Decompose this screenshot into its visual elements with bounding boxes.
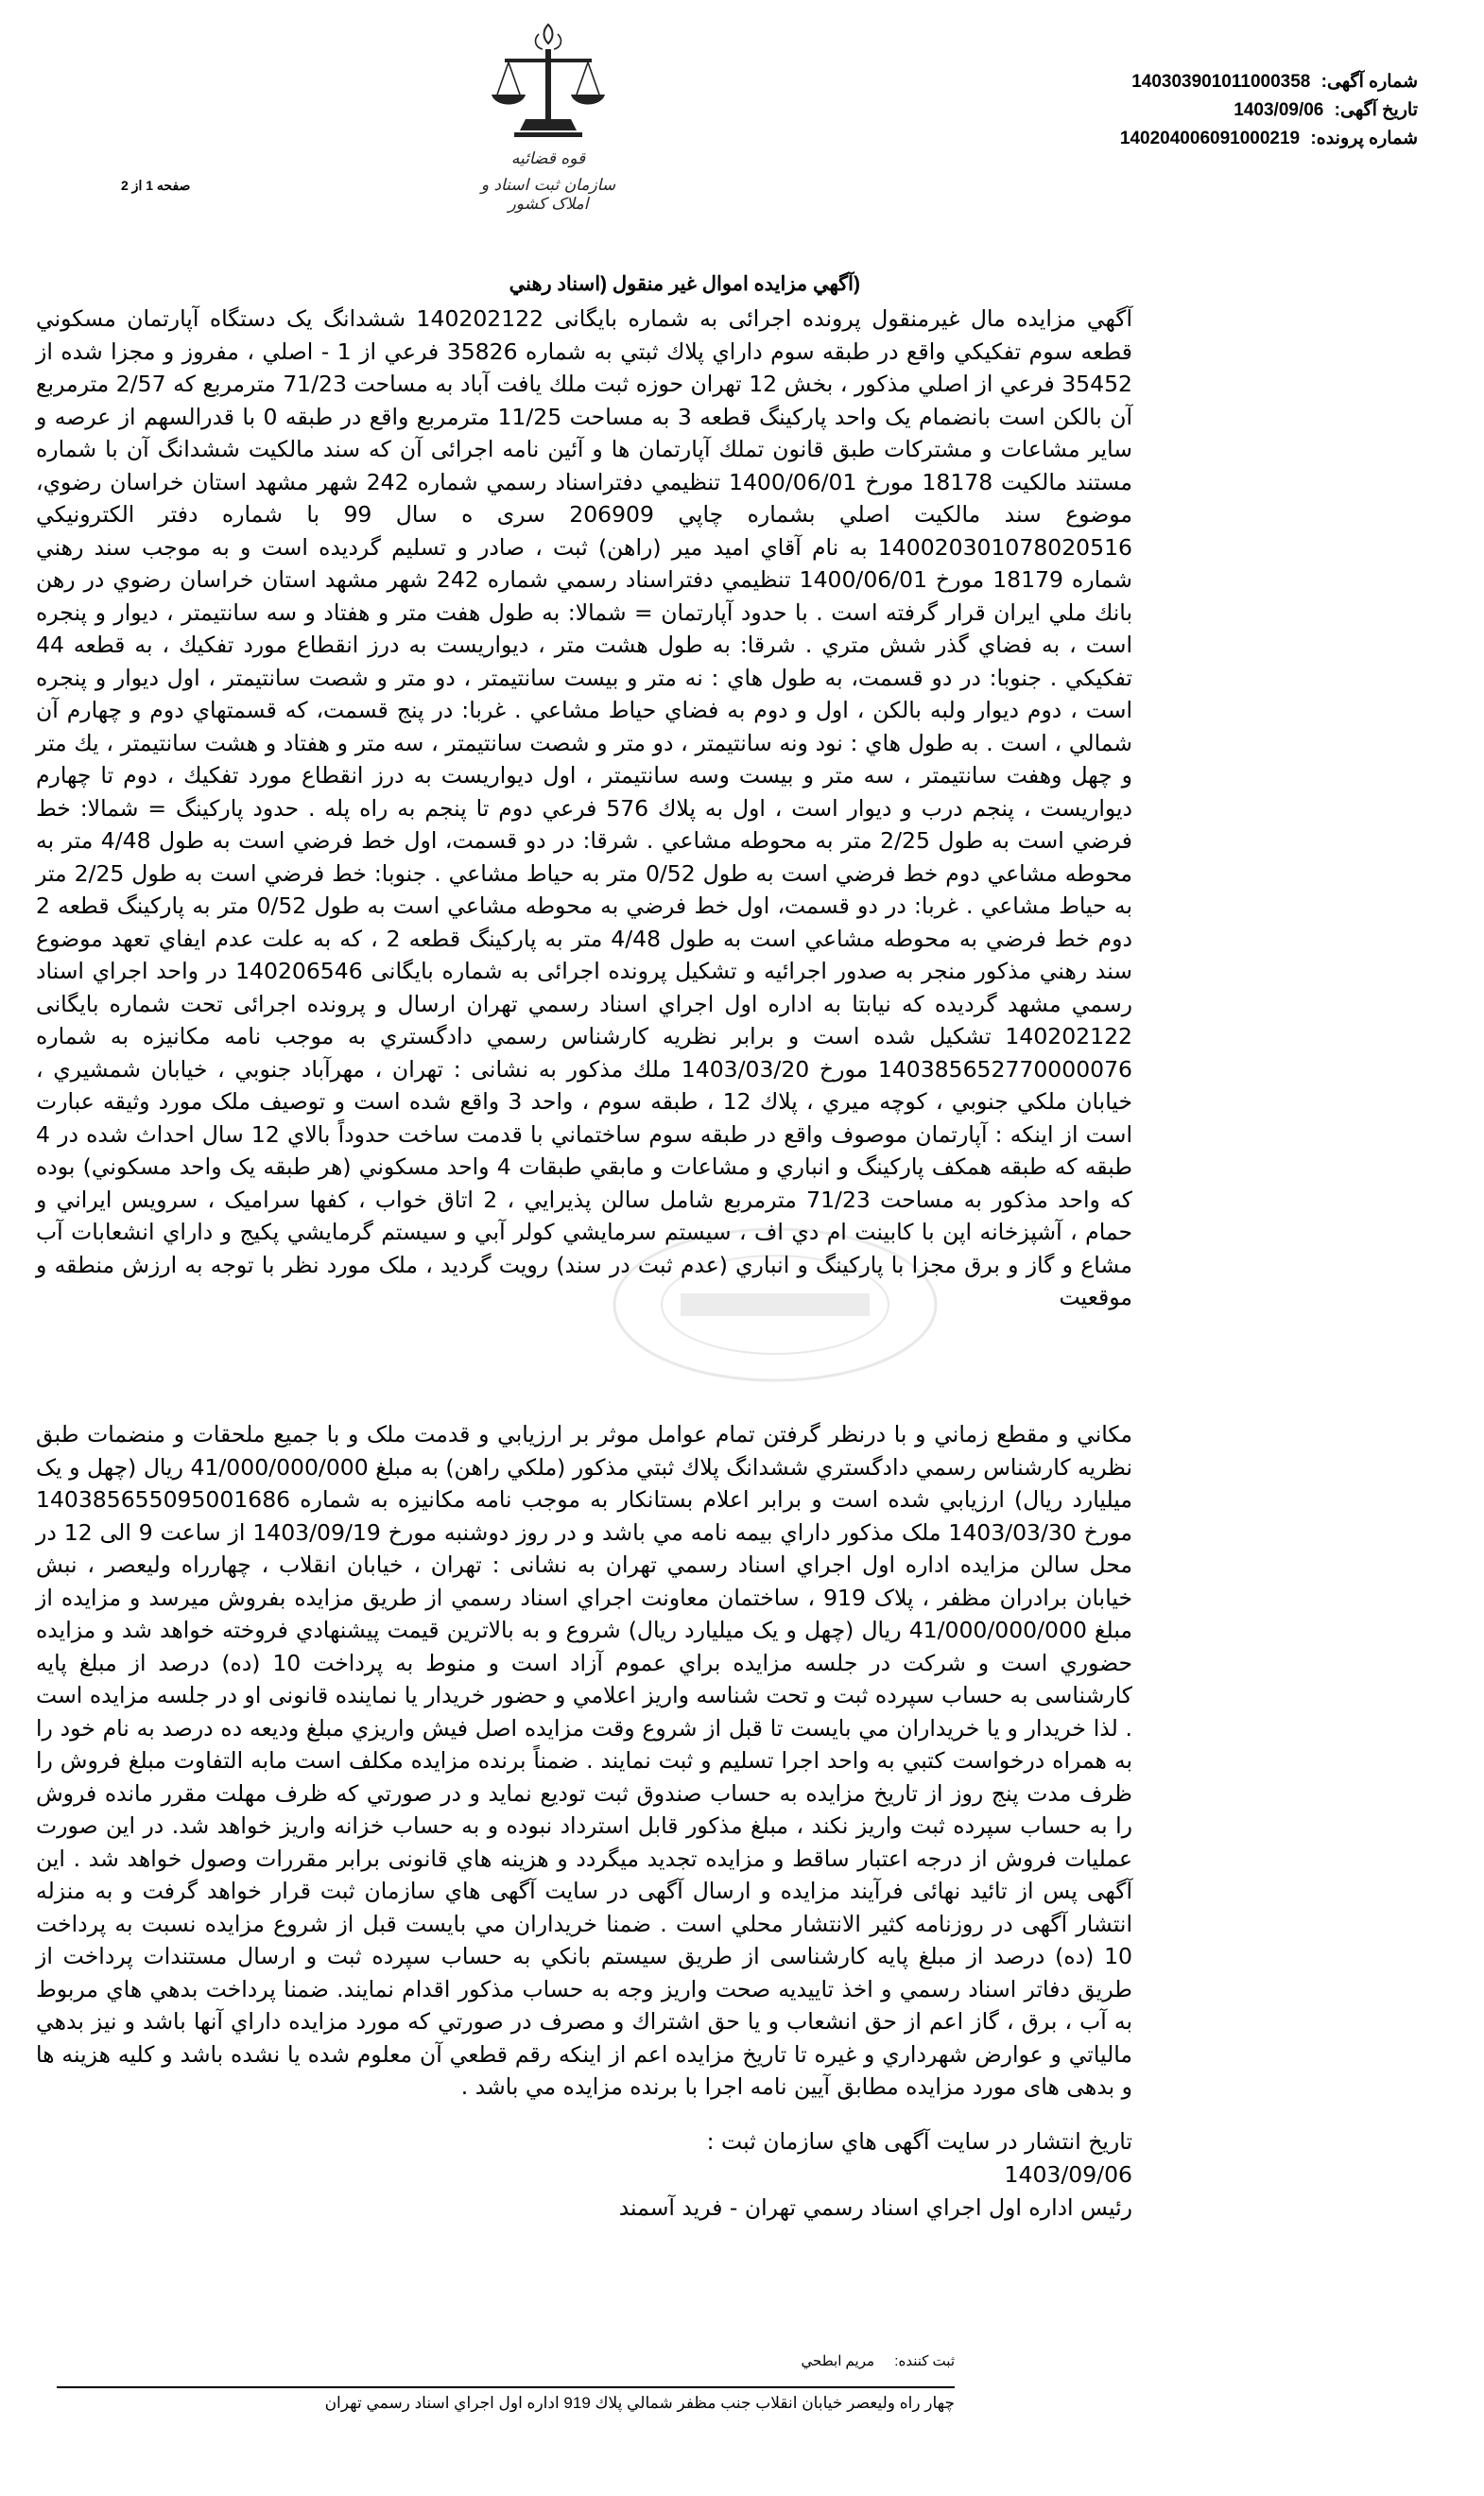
registrar-label: ثبت کننده: (894, 2353, 955, 2369)
footer-address: چهار راه وليعصر خيابان انقلاب جنب مظفر شمالي پلاك 919 اداره اول اجراي اسناد رسمي تهران (324, 2394, 955, 2412)
page-counter: صفحه 1 از 2 (121, 178, 191, 193)
file-number-label: شماره پرونده: (1310, 129, 1418, 148)
file-number-value: 140204006091000219 (1119, 129, 1301, 148)
document-title: (آگهي مزايده اموال غير منقول (اسناد رهني (509, 273, 860, 295)
logo-line-judiciary: قوه قضائیه (510, 149, 586, 168)
ad-number-row (851, 68, 1418, 96)
signature-line: رئيس اداره اول اجراي اسناد رسمي تهران - فريد آسمند (618, 2194, 1132, 2221)
ad-date-row (851, 96, 1418, 125)
registrar-name: مريم ابطحي (801, 2353, 874, 2369)
logo-line-organization: سازمان ثبت اسناد و املاک کشور (480, 176, 616, 214)
ad-date-value: 1403/09/06 (1234, 100, 1324, 120)
ad-date-label: تاريخ آگهی: (1334, 100, 1418, 120)
body-paragraph-auction-terms: مكاني و مقطع زماني و با درنظر گرفتن تمام عوامل موثر بر ارزيابي و قدمت ملک و با جميع ملحقات و منضمات طبق نظريه كارشناس رسمي دادگستري ششدانگ پلاك ثبتي مذكور (ملكي راهن) به مبلغ 41/000/000/000 ريال (چهل و يک ميليارد ريال) ارزيابي شده است و برابر اعلام بستانكار به موجب نامه مكانيزه به شماره 140385655095001686 مورخ 1403/03/30 ملک مذكور داراي بيمه نامه مي باشد و در روز دوشنبه مورخ 1403/09/19 از ساعت 9 الی 12 در محل سالن مزايده اداره اول اجراي اسناد رسمي تهران به نشانی : تهران ، خيابان انقلاب ، چهارراه وليعصر ، نبش خيابان برادران مظفر ، پلاک 919 ، ساختمان معاونت اجراي اسناد رسمي از طريق مزايده بفروش ميرسد و مزايده از مبلغ 41/000/000/000 ريال (چهل و يک ميليارد ريال) شروع و به بالاترين قيمت پيشنهادي فروخته خواهد شد و مزايده حضوري است و شركت در جلسه مزايده براي عموم آزاد است و منوط به پرداخت 10 (ده) درصد از مبلغ پايه كارشناسی به حساب سپرده ثبت و تحت شناسه واريز اعلامي و حضور خريدار يا نماينده قانونی او در جلسه مزايده است . لذا خريدار و يا خريداران مي بايست تا قبل از شروع وقت مزايده اصل فيش واريزي مبلغ وديعه ده درصد به نام خود را به همراه درخواست كتبي به واحد اجرا تسليم و ثبت نمايند . ضمناً برنده مزايده مكلف است مابه التفاوت مبلغ فروش را ظرف مدت پنج روز از تاريخ مزايده به حساب صندوق ثبت توديع نمايد و در صورتي كه ظرف مهلت مقرر مانده فروش را به حساب سپرده ثبت واريز نكند ، مبلغ مذكور قابل استرداد نبوده و به حساب خزانه واريز خواهد شد. در اين صورت عمليات فروش از درجه اعتبار ساقط و مزايده تجديد ميگردد و هزينه هاي قانونی برابر مقررات وصول خواهد شد . اين آگهی پس از تائيد نهائی فرآيند مزايده و ارسال آگهی در سايت آگهی هاي سازمان ثبت قرار خواهد گرفت و به منزله انتشار آگهی در روزنامه كثير الانتشار محلي است . ضمنا خريداران مي بايست قبل از شروع مزايده نسبت به پرداخت 10 (ده) درصد از مبلغ پايه كارشناسی از طريق سيستم بانكي به حساب سپرده ثبت و ارسال مستندات پرداخت از طريق دفاتر اسناد رسمي و اخذ تاييديه صحت واريز وجه به حساب مذكور اقدام نمايند. ضمنا پرداخت بدهي هاي مربوط به آب ، برق ، گاز اعم از حق انشعاب و يا حق اشتراك و مصرف در صورتي كه مورد مزايده داراي آنها باشد و نيز بدهي مالياتي و عوارض شهرداري و غيره تا تاريخ مزايده اعم از اينكه رقم قطعي آن معلوم شده يا نشده باشد و كليه هزينه ها و بدهی های مورد مزايده مطابق آيين نامه اجرا با برنده مزايده مي باشد . (36, 1421, 1132, 2100)
publish-date-line (36, 2125, 1132, 2158)
ad-number-label: شماره آگهی: (1320, 72, 1418, 92)
footer-divider (57, 2386, 955, 2388)
ad-meta-block (851, 68, 1418, 153)
body-paragraph-property-description: آگهي مزايده مال غيرمنقول پرونده اجرائی به شماره بایگانی 140202122 ششدانگ يک دستگاه آپارتمان مسكوني قطعه سوم تفكيكي واقع در طبقه سوم داراي پلاك ثبتي به شماره 35826 فرعي از 1 - اصلي ، مفروز و مجزا شده از 35452 فرعي از اصلي مذكور ، بخش 12 تهران حوزه ثبت ملك يافت آباد به مساحت 71/23 مترمربع كه 2/57 مترمربع آن بالكن است بانضمام یک واحد پاركينگ قطعه 3 به مساحت 11/25 مترمربع واقع در طبقه 0 با قدرالسهم از عرصه و ساير مشاعات و مشتركات طبق قانون تملك آپارتمان ها و آئين نامه اجرائی آن كه سند مالكيت ششدانگ آن با شماره مستند مالكيت 18178 مورخ 1400/06/01 تنظيمي دفتراسناد رسمي شماره 242 شهر مشهد استان خراسان رضوي، موضوع سند مالكيت اصلي بشماره چاپي 206909 سری ه سال 99 با شماره دفتر الكترونيكي 140020301078020516 به نام آقاي اميد مير (راهن) ثبت ، صادر و تسليم گرديده است و به موجب سند رهني شماره 18179 مورخ 1400/06/01 تنظيمي دفتراسناد رسمي شماره 242 شهر مشهد استان خراسان رضوي در رهن بانك ملي ايران قرار گرفته است . با حدود آپارتمان = شمالا: به طول هفت متر و هفتاد و سه سانتيمتر ، ديوار و پنجره است ، به فضاي گذر شش متري . شرقا: به طول هشت متر ، ديواريست به درز انقطاع مورد تفكيك ، به قطعه 44 تفكيكي . جنوبا: در دو قسمت، به طول هاي : نه متر و بيست سانتيمتر ، دو متر و شصت سانتيمتر ، اول ديوار و پنجره است ، دوم ديوار ولبه بالكن ، اول و دوم به فضاي حياط مشاعي . غربا: در پنج قسمت، كه قسمتهاي دوم و چهارم آن شمالي ، است . به طول هاي : نود ونه سانتيمتر ، دو متر و شصت سانتيمتر ، سه متر و هفتاد و هشت سانتيمتر ، يك متر و چهل وهفت سانتيمتر ، سه متر و بيست وسه سانتيمتر ، اول ديواريست به درز انقطاع مورد تفكيك ، دوم تا چهارم ديواريست ، پنجم درب و ديوار است ، اول به پلاك 576 فرعي دوم تا پنجم به راه پله . حدود پاركينگ = شمالا: خط فرضي است به طول 2/25 متر به محوطه مشاعي . شرقا: در دو قسمت، اول خط فرضي است به طول 4/48 متر به محوطه مشاعي دوم خط فرضي است به طول 0/52 متر به حياط مشاعي . جنوبا: خط فرضي است به طول 2/25 متر به حياط مشاعي . غربا: در دو قسمت، اول خط فرضي به محوطه مشاعي است به طول 0/52 متر به پاركينگ قطعه 2 دوم خط فرضي به محوطه مشاعي است به طول 4/48 متر به پاركينگ قطعه 2 ، كه به علت عدم ايفاي تعهد موضوع سند رهني مذكور منجر به صدور اجرائيه و تشكيل پرونده اجرائی به شماره بایگانی 140206546 در واحد اجراي اسناد رسمي مشهد گرديده كه نيابتا به اداره اول اجراي اسناد رسمي تهران ارسال و پرونده اجرائی تحت شماره بایگانی 140202122 تشكيل شده است و برابر نظريه كارشناس رسمي دادگستري به موجب نامه مكانيزه به شماره 140385652770000076 مورخ 1403/03/20 ملك مذكور به نشانی : تهران ، مهرآباد جنوبي ، خيابان شمشيري ، خيابان ملكي جنوبي ، كوچه ميري ، پلاك 12 ، طبقه سوم ، واحد 3 واقع شده است و توصيف ملک مورد وثيقه عبارت است از اينكه : آپارتمان موصوف واقع در طبقه سوم ساختماني با قدمت ساخت حدوداً بالاي 12 سال احداث شده در 4 طبقه كه طبقه همكف پاركينگ و انباري و مشاعات و مابقي طبقات 4 واحد مسكوني (هر طبقه يک واحد مسكوني) بوده كه واحد مذكور به مساحت 71/23 مترمربع شامل سالن پذيرايي ، 2 اتاق خواب ، كفها سراميک ، سرويس ايراني و حمام ، آشپزخانه اپن با كابينت ام دي اف ، سيستم سرمايشي كولر آبي و سيستم گرمايشي پكيج و داراي انشعابات آب مشاع و گاز و برق مجزا با پاركينگ و انباري (عدم ثبت در سند) رويت گرديد ، ملک مورد نظر با توجه به ارزش منطقه و موقعيت (36, 305, 1133, 1310)
file-number-row (851, 125, 1418, 153)
scales-of-justice-icon (463, 17, 633, 149)
registration-organization-logo (463, 17, 633, 216)
publish-date-label: تاريخ انتشار در سايت آگهی هاي سازمان ثبت : (706, 2128, 1132, 2155)
publish-date-value: 1403/09/06 (1004, 2161, 1132, 2188)
ad-number-value: 140303901011000358 (1131, 72, 1311, 92)
